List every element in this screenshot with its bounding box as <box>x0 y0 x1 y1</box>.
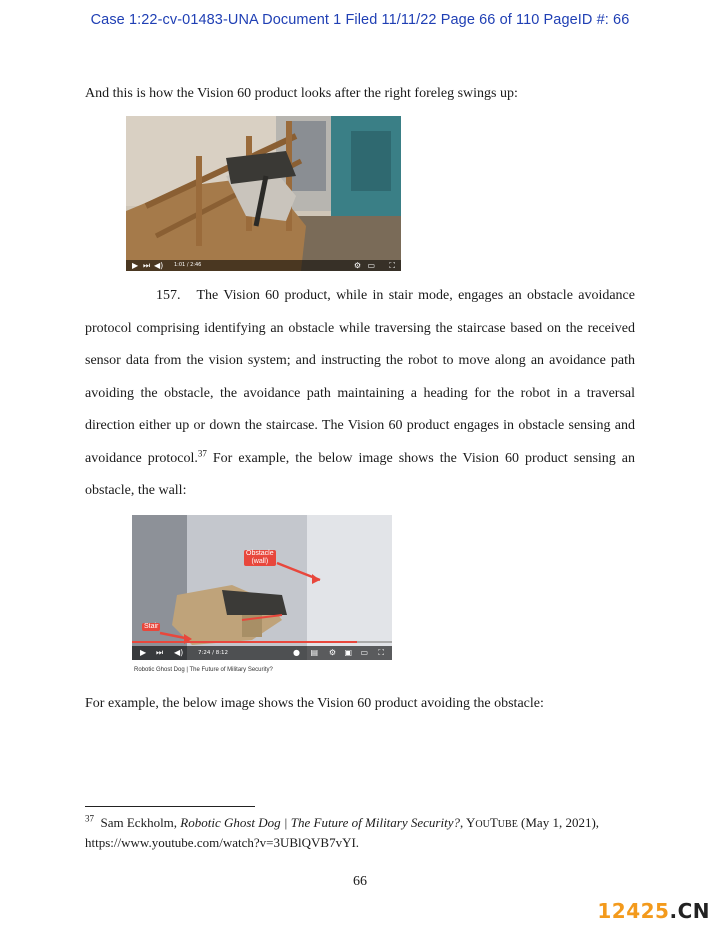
play-icon[interactable]: ▶ <box>140 648 147 657</box>
fullscreen-icon[interactable]: ⛶ <box>389 261 395 270</box>
intro-text: And this is how the Vision 60 product looks after the right foreleg swings up: <box>85 86 518 101</box>
play-icon[interactable]: ▶ <box>132 261 139 270</box>
paragraph-body-b: For example, the below image shows the Vision 60 product sensing an obstacle, the wall: <box>85 450 635 498</box>
paragraph-body-a: The Vision 60 product, while in stair mode, engages an obstacle avoidance protocol comprising identifying an obstacle while traversing the staircase based on the received sensor data from the vision system; and instructing the robot to move along an avoidance path avoiding the obstacle, the avoidance path maintaining a heading for the robot in a traversal direction either up or down the staircase. The Vision 60 product engages in obstacle sensing and avoidance protocol. <box>85 288 635 466</box>
next-icon[interactable]: ⏭ <box>143 261 151 270</box>
obstacle-label-line1: Obstacle <box>246 550 274 557</box>
theater-icon[interactable]: ▭ <box>360 648 368 657</box>
video-controls-1 <box>126 260 401 271</box>
footnote-source: YOUTUBE <box>466 815 518 830</box>
footnote-ref: 37 <box>197 447 207 458</box>
video-time: 7:24 / 8:12 <box>198 650 229 656</box>
video-time: 1:01 / 2:46 <box>174 262 202 268</box>
footnote-number: 37 <box>85 813 94 824</box>
footnote-url[interactable]: https://www.youtube.com/watch?v=3UBlQVB7vYI. <box>85 835 360 850</box>
paragraph-157 <box>85 280 635 508</box>
theater-icon[interactable]: ▭ <box>367 261 375 270</box>
volume-icon[interactable]: ◀) <box>174 648 184 657</box>
video-frame-2 <box>132 515 392 678</box>
stair-robot-photo <box>126 116 401 271</box>
video-caption: Robotic Ghost Dog | The Future of Military Security? <box>134 667 273 673</box>
footnote-title: Robotic Ghost Dog | The Future of Military Security? <box>180 815 460 830</box>
footnote-date: (May 1, 2021), <box>521 815 600 830</box>
obstacle-label-line2: (wall) <box>251 558 269 565</box>
subtitles-icon[interactable]: ▤ <box>310 648 318 657</box>
volume-icon[interactable]: ◀) <box>154 261 164 270</box>
obstacle-label <box>244 550 276 566</box>
footnote-37: $^{37}$ Sam Eckholm, Robotic Ghost Dog | The Future of Military Security?, YOUTUBE (May 1, 2021), https://www.youtube.com/watch?v=3UBlQVB7vYI. <box>85 813 600 850</box>
settings-icon[interactable]: ⚙ <box>328 648 336 657</box>
page-number: 66 <box>353 874 367 889</box>
outro-text: For example, the below image shows the Vision 60 product avoiding the obstacle: <box>85 696 544 711</box>
next-icon[interactable]: ⏭ <box>156 648 164 657</box>
autoplay-toggle-icon[interactable]: ● <box>293 648 300 657</box>
video-controls-2 <box>132 646 392 660</box>
stair-label: Stair <box>144 623 159 630</box>
obstacle-wall-photo <box>132 515 392 660</box>
fullscreen-icon[interactable]: ⛶ <box>378 648 384 657</box>
miniplayer-icon[interactable]: ▣ <box>344 648 352 657</box>
footnote-divider <box>85 806 255 807</box>
settings-icon[interactable]: ⚙ <box>353 261 361 270</box>
video-frame-1 <box>126 116 401 271</box>
paragraph-number: 157. <box>156 288 181 303</box>
watermark: 12425.CN <box>597 899 710 923</box>
footnote-author: Sam Eckholm, <box>100 815 178 830</box>
case-header: Case 1:22-cv-01483-UNA Document 1 Filed 11/11/22 Page 66 of 110 PageID #: 66 <box>90 12 630 28</box>
